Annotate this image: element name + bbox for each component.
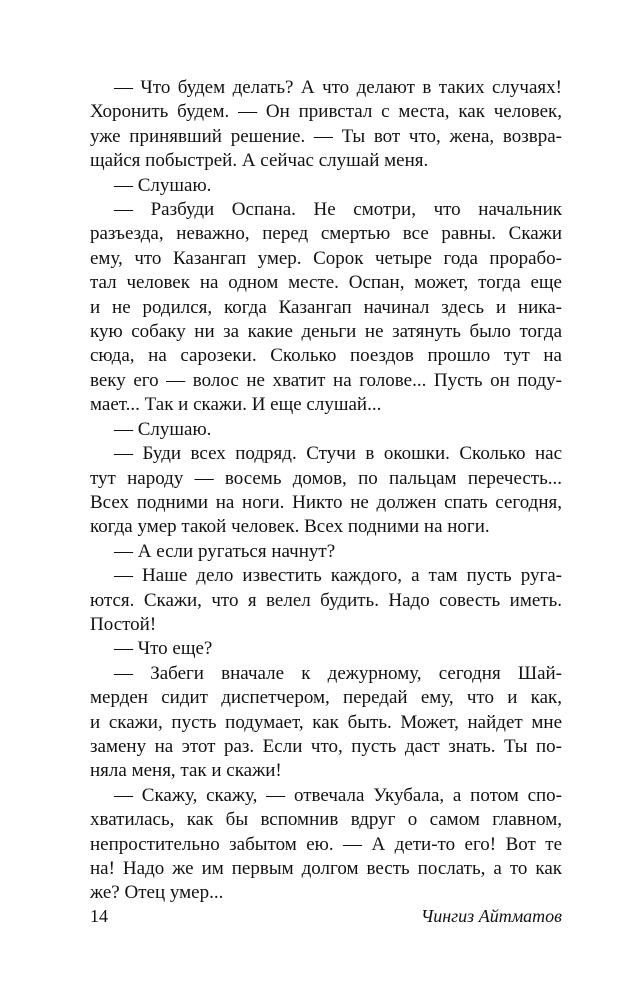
text-line: сюда, на сарозеки. Сколько поездов прошло тут на xyxy=(90,345,562,367)
text-line: замену на этот раз. Если что, пусть даст знать. Ты по- xyxy=(90,735,562,757)
page-number: 14 xyxy=(90,906,108,926)
text-line: же? Отец умер... xyxy=(90,882,224,904)
paragraph xyxy=(90,442,562,540)
paragraph xyxy=(90,198,562,418)
text-line: — Наше дело известить каждого, а там пусть руга- xyxy=(114,565,562,587)
text-line: ему, что Казангап умер. Сорок четыре года прорабо- xyxy=(90,247,562,269)
text-line: Постой! xyxy=(90,613,157,635)
running-footer-author: Чингиз Айтматов xyxy=(420,906,562,926)
text-line: — Скажу, скажу, — отвечала Укубала, а потом спо- xyxy=(114,784,562,806)
text-line: уже принявший решение. — Ты вот что, жена, возвра- xyxy=(90,125,562,147)
text-line: — Что будем делать? А что делают в таких случаях! xyxy=(114,77,562,98)
text-line: щайся побыстрей. А сейчас слушай меня. xyxy=(90,150,429,172)
text-line: — А если ругаться начнут? xyxy=(114,540,336,562)
text-line: — Слушаю. xyxy=(114,174,212,196)
paragraph xyxy=(90,76,562,174)
paragraph xyxy=(90,174,562,198)
text-line: — Буди всех подряд. Стучи в окошки. Сколько нас xyxy=(114,443,562,465)
text-line: веку его — волос не хватит на голове... Пусть он поду- xyxy=(90,369,562,391)
paragraph xyxy=(90,784,562,906)
text-line: кую собаку ни за какие деньги не затянуть было тогда xyxy=(90,321,562,343)
text-line: ются. Скажи, что я велел будить. Надо совесть иметь. xyxy=(90,589,562,611)
text-line: мерден сидит диспетчером, передай ему, что и как, xyxy=(90,687,562,709)
text-line: — Что еще? xyxy=(114,638,213,660)
text-line: Всех подними на ноги. Никто не должен спать сегодня, xyxy=(90,491,562,513)
page-footer xyxy=(90,903,562,929)
text-line: на! Надо же им первым долгом весть послать, а то как xyxy=(90,858,562,879)
text-line: — Слушаю. xyxy=(114,418,212,440)
page-text xyxy=(90,76,562,906)
text-line: разъезда, неважно, перед смертью все равны. Скажи xyxy=(90,223,562,245)
text-line: тут народу — восемь домов, по пальцам перечесть... xyxy=(90,467,562,489)
text-line: хватилась, как бы вспомнив вдруг о самом главном, xyxy=(90,809,562,831)
text-line: — Разбуди Оспана. Не смотри, что начальник xyxy=(114,199,562,221)
text-line: мает... Так и скажи. И еще слушай... xyxy=(90,394,382,416)
text-line: и не родился, когда Казангап начинал здесь и ника- xyxy=(90,296,562,318)
text-line: и скажи, пусть подумает, как быть. Может, найдет мне xyxy=(90,711,562,733)
paragraph xyxy=(90,540,562,564)
text-line: Хоронить будем. — Он привстал с места, как человек, xyxy=(90,101,562,123)
paragraph xyxy=(90,564,562,637)
text-line: непростительно забытом ею. — А дети-то его! Вот те xyxy=(90,833,562,855)
paragraph xyxy=(90,637,562,661)
paragraph xyxy=(90,418,562,442)
paragraph xyxy=(90,662,562,784)
text-line: когда умер такой человек. Всех подними на ноги. xyxy=(90,516,490,538)
text-line: тал человек на одном месте. Оспан, может, тогда еще xyxy=(90,272,562,294)
text-line: — Забеги вначале к дежурному, сегодня Шай- xyxy=(114,662,562,684)
text-line: няла меня, так и скажи! xyxy=(90,760,282,782)
